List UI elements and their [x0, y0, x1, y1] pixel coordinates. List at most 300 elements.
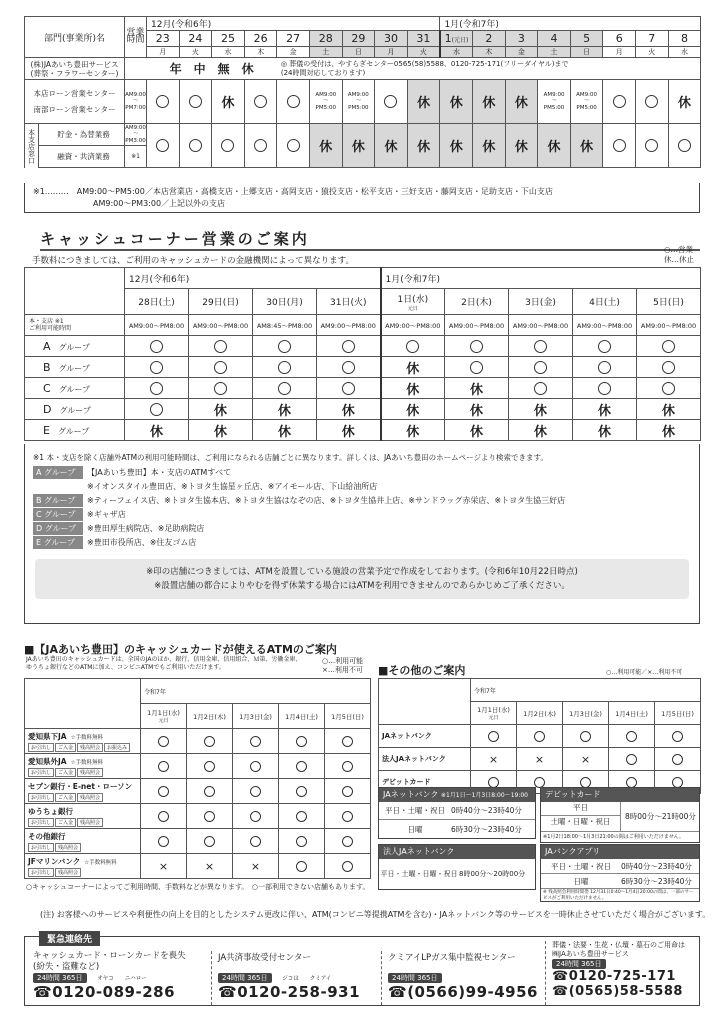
cash-corner-table [24, 267, 701, 441]
loan-center-main: 本店ローン営業センター [33, 88, 116, 98]
open-mark [662, 361, 675, 374]
cash-date: 31日(火) [317, 289, 381, 315]
schedule-day: 24 [179, 31, 212, 47]
cash-hours: AM9:00～PM8:00 [637, 315, 701, 336]
open-mark [250, 811, 261, 822]
lpgas-tel[interactable]: (0566)99-4956 [407, 983, 538, 1001]
open-mark [150, 361, 163, 374]
open-mark [287, 95, 300, 108]
open-mark [189, 95, 202, 108]
cash-cell [317, 357, 381, 378]
debit-r2a: 土曜・日曜・祝日 [550, 817, 611, 826]
open-mark [158, 811, 169, 822]
open-mark [342, 340, 355, 353]
schedule-weekday: 月 [603, 47, 636, 58]
other-service-name: 法人JAネットバンク [379, 748, 471, 771]
schedule-weekday: 水 [212, 47, 245, 58]
window-day-cell: 休 [538, 124, 571, 168]
cash-corner-title: キャッシュコーナー営業のご案内 [40, 228, 700, 251]
ja-atm-cell [141, 804, 187, 829]
cash-group-item: A グループ 【JAあいち豊田】本・支店のATMすべて [33, 465, 691, 479]
ja-bank-name: 愛知県外JA ☆手数料無料 お引出し ご入金 残高照会 [25, 754, 141, 779]
open-mark [204, 836, 215, 847]
ja-atm-cell: × [141, 854, 187, 879]
cash-group-row [25, 336, 701, 357]
contact-lpgas [381, 951, 541, 1005]
schedule-day: 25 [212, 31, 245, 47]
open-mark [204, 761, 215, 772]
window-day-cell: 休 [440, 124, 473, 168]
schedule-footnote [24, 183, 700, 213]
cash-cell: 休 [445, 420, 509, 441]
cash-cell: 休 [317, 420, 381, 441]
open-mark [150, 340, 163, 353]
system-notice: (注) お客様へのサービスや利便性の向上を目的としたシステム更改に伴い、ATM(コンビニ等提携ATMを含む)・JAネットバンク等のサービスを一時休止させていただく場合がございます。 [40, 910, 711, 919]
funeral-label: 葬儀・法要・生花・仏壇・墓石のご用命は ㈱JAあいち豊田サービス [552, 941, 685, 958]
open-mark [287, 139, 300, 152]
open-mark [250, 736, 261, 747]
open-mark [672, 731, 683, 742]
cash-cell [189, 357, 253, 378]
cash-cell [253, 378, 317, 399]
loan-center-south: 南部ローン営業センター [33, 104, 116, 114]
netbank-title: JAネットバンク [383, 790, 439, 799]
other-row [379, 725, 701, 748]
schedule-day: 27 [277, 31, 310, 47]
cash-hours: AM9:00～PM8:00 [125, 315, 189, 336]
open-mark [278, 382, 291, 395]
schedule-weekday: 木 [244, 47, 277, 58]
open-mark [534, 731, 545, 742]
emergency-contacts [24, 936, 700, 1006]
schedule-weekday: 金 [277, 47, 310, 58]
contact-insurance [211, 951, 375, 1005]
cash-date: 2日(木) [445, 289, 509, 315]
other-date: 1月2日(木) [517, 702, 563, 725]
card-loss-tel[interactable]: 0120-089-286 [52, 983, 176, 1001]
ja-atm-cell [233, 779, 279, 804]
other-title: ■その他のご案内 [378, 664, 466, 677]
other-cell [609, 748, 655, 771]
window-day-cell [636, 124, 669, 168]
schedule-weekday: 木 [473, 47, 506, 58]
open-mark [598, 340, 611, 353]
ja-atm-cell: × [187, 854, 233, 879]
open-mark [250, 836, 261, 847]
cash-cell [317, 378, 381, 399]
window-day-cell [277, 124, 310, 168]
branch-window-side-label: 本支店窓口 [25, 124, 39, 168]
schedule-day: 2 [473, 31, 506, 47]
ja-atm-cell [233, 829, 279, 854]
other-cell [655, 725, 701, 748]
cash-cell [189, 378, 253, 399]
window-day-cell [212, 124, 245, 168]
cash-cell: 休 [381, 357, 445, 378]
open-mark [342, 736, 353, 747]
open-mark [672, 754, 683, 765]
schedule-day: 8 [668, 31, 701, 47]
cash-hours: AM9:00～PM8:00 [509, 315, 573, 336]
card-loss-label: キャッシュカード・ローンカードを喪失 (紛失・盗難など) [33, 951, 186, 972]
loan-day-cell [603, 80, 636, 124]
cash-cell: 休 [381, 378, 445, 399]
freedial-icon: ☎ [218, 983, 238, 1001]
other-cell [563, 725, 609, 748]
funeral-service-label: (株)JAあいち豊田サービス (葬祭・フラワーセンター) [25, 58, 125, 80]
insurance-tel[interactable]: 0120-258-931 [237, 983, 361, 1001]
ja-atm-cell [187, 829, 233, 854]
cash-cell [509, 357, 573, 378]
open-mark [342, 761, 353, 772]
legend-closed: 休…休止 [664, 255, 694, 264]
cash-group-label: B グループ [25, 357, 125, 378]
legend-open: ○…営業 [664, 245, 694, 254]
schedule-day: 31 [407, 31, 440, 47]
loan-day-cell: 休 [473, 80, 506, 124]
other-era: 令和7年 [471, 679, 701, 702]
netbank-r1a: 平日・土曜・祝日 [385, 806, 445, 815]
open-mark [534, 340, 547, 353]
cash-month-jan: 1月(令和7年) [381, 268, 701, 289]
open-mark [156, 95, 169, 108]
ja-atm-cell [187, 779, 233, 804]
cash-hours: AM9:00～PM8:00 [445, 315, 509, 336]
cash-month-dec: 12月(令和6年) [125, 268, 381, 289]
netbank-note: ※1月1日～1月3日8:00～19:00 [440, 792, 528, 799]
window-day-cell: 休 [473, 124, 506, 168]
open-mark [214, 361, 227, 374]
schedule-day: 6 [603, 31, 636, 47]
open-mark [254, 139, 267, 152]
cash-cell: 休 [573, 399, 637, 420]
card-loss-badge: 24時間 365日 [33, 973, 87, 983]
debit-r1a: 平日 [541, 802, 620, 816]
open-mark [296, 761, 307, 772]
open-mark [626, 731, 637, 742]
open-mark [662, 340, 675, 353]
ja-atm-foot: ○キャッシュコーナーによってご利用時間、手数料などが異なります。 ○一部利用できない店舗もあります。 [26, 883, 370, 891]
ja-date: 1月1日(水) 元日 [141, 704, 187, 729]
ja-atm-cell [325, 729, 371, 754]
netbank-r1b: 0時40分～23時40分 [451, 806, 522, 815]
open-mark [342, 836, 353, 847]
cash-group-item: E グループ ※豊田市役所店、※住友ゴム店 [33, 535, 691, 549]
loan-day-cell: AM9:00 ～ PM5:00 [570, 80, 603, 124]
schedule-foot-2: AM9:00～PM3:00／上記以外の支店 [93, 199, 226, 208]
window-day-cell: 休 [505, 124, 538, 168]
card-loss-ruby: オヤコ ニハロー [97, 976, 147, 982]
schedule-day: 7 [636, 31, 669, 47]
other-cell [471, 725, 517, 748]
ja-legend-ok: ○…利用可能 [322, 657, 364, 665]
app-r1a: 平日・土曜・祝日 [551, 861, 611, 871]
dept-col-label: 部門(事業所)名 [25, 17, 125, 58]
open-mark [296, 811, 307, 822]
ja-atm-row [25, 854, 371, 879]
schedule-day: 30 [375, 31, 408, 47]
ja-atm-cell [187, 804, 233, 829]
open-mark [158, 736, 169, 747]
ja-atm-cell [141, 729, 187, 754]
cash-cell [317, 336, 381, 357]
other-cell [517, 725, 563, 748]
ja-atm-cell [187, 729, 233, 754]
funeral-tel2[interactable]: (0565)58-5588 [568, 984, 683, 999]
open-mark [598, 361, 611, 374]
cash-notice-2: ※設置店舗の都合によりやむを得ず休業する場合にはATMを利用できませんのであらかじめご了承ください。 [154, 581, 570, 591]
window-day-cell: 休 [375, 124, 408, 168]
loan-day-cell [179, 80, 212, 124]
cash-cell: 休 [509, 399, 573, 420]
other-cell: × [471, 748, 517, 771]
cash-group-row [25, 399, 701, 420]
funeral-note: ◎ 葬儀の受付は、やすらぎセンター0565(58)5588、0120-725-171(フリーダイヤル)まで (24時間対応しております) [277, 58, 701, 80]
funeral-tel1[interactable]: 0120-725-171 [568, 969, 676, 984]
schedule-weekday: 火 [636, 47, 669, 58]
schedule-day: 5 [570, 31, 603, 47]
loan-day-cell [636, 80, 669, 124]
ja-atm-cell [279, 829, 325, 854]
cash-cell [445, 357, 509, 378]
open-mark [156, 139, 169, 152]
loan-day-cell: AM9:00 ～ PM5:00 [342, 80, 375, 124]
schedule-weekday: 土 [538, 47, 571, 58]
schedule-weekday: 日 [342, 47, 375, 58]
netbank-r2a: 日曜 [407, 824, 423, 834]
cash-cell: 休 [573, 420, 637, 441]
ja-atm-cell [279, 754, 325, 779]
other-cell: × [563, 748, 609, 771]
cash-cell: 休 [445, 399, 509, 420]
cash-group-item: ※イオンスタイル豊田店、※トヨタ生協星ヶ丘店、※アイモール店、下山給油所店 [87, 481, 378, 491]
ja-atm-cell [279, 729, 325, 754]
cash-hours: AM9:00～PM8:00 [317, 315, 381, 336]
ja-atm-cell [233, 729, 279, 754]
debit-box [540, 787, 700, 843]
open-mark [342, 786, 353, 797]
cash-notice-1: ※印の店舗につきましては、ATMを設置している施設の営業予定で作成をしております。(令和6年10月22日時点) [146, 567, 578, 577]
cash-date: 28日(土) [125, 289, 189, 315]
cash-cell: 休 [253, 399, 317, 420]
ja-bank-name: セブン銀行・E-net・ローソン お引出し ご入金 残高照会 [25, 779, 141, 804]
other-service-name: デビットカード [379, 771, 471, 794]
schedule-day: 23 [147, 31, 180, 47]
open-mark [189, 139, 202, 152]
cash-date: 4日(土) [573, 289, 637, 315]
loan-hours: AM9:00 ～ PM7:00 [125, 80, 147, 124]
open-mark [221, 139, 234, 152]
ja-date: 1月4日(土) [279, 704, 325, 729]
cash-group-row [25, 420, 701, 441]
open-mark [296, 786, 307, 797]
window-day-cell [179, 124, 212, 168]
cash-hours-label: 本・支店 ※1 ご利用可能時間 [25, 315, 125, 336]
emergency-title: 緊急連絡先 [39, 931, 100, 946]
app-r1b: 0時40分～23時40分 [621, 861, 692, 871]
open-mark [158, 836, 169, 847]
schedule-day: 29 [342, 31, 375, 47]
funeral-badge: 24時間 365日 [552, 959, 606, 969]
other-date: 1月4日(土) [609, 702, 655, 725]
cash-cell: 休 [189, 420, 253, 441]
ja-atm-cell [325, 854, 371, 879]
open-mark [580, 731, 591, 742]
cash-group-item: B グループ ※ティーフェイス店、※トヨタ生協本店、※トヨタ生協はなぞの店、※トヨタ生協井上店、※サンドラッグ赤栄店、※トヨタ生協三好店 [33, 493, 691, 507]
cash-cell: 休 [317, 399, 381, 420]
open-mark [534, 777, 545, 788]
open-mark [672, 777, 683, 788]
ja-atm-cell [279, 804, 325, 829]
lpgas-badge: 24時間 365日 [388, 973, 442, 983]
open-mark [296, 736, 307, 747]
window-day-cell: 休 [342, 124, 375, 168]
cash-cell [125, 336, 189, 357]
cash-cell [573, 357, 637, 378]
corp-netbank-title: 法人JAネットバンク [379, 845, 535, 859]
corp-netbank-r1b: 8時00分～20時00分 [459, 870, 526, 878]
ja-era: 令和7年 [141, 679, 371, 704]
loan-day-cell: 休 [668, 80, 701, 124]
open-mark [384, 95, 397, 108]
open-mark [678, 139, 691, 152]
schedule-weekday: 月 [147, 47, 180, 58]
open-mark [342, 811, 353, 822]
app-r2b: 6時30分～23時40分 [621, 876, 692, 886]
cash-cell [445, 336, 509, 357]
cash-cell [509, 336, 573, 357]
cash-group-box [24, 444, 700, 624]
ja-atm-row [25, 779, 371, 804]
schedule-foot-1: ※1……… AM9:00～PM5:00／本店営業店・高橋支店・上郷支店・高岡支店・猿投支店・松平支店・三好支店・藤岡支店・足助支店・下山支店 [33, 187, 553, 196]
other-cell [609, 725, 655, 748]
open-mark [214, 340, 227, 353]
other-legend: ○…利用可能／×…利用不可 [606, 669, 683, 676]
other-cell: × [517, 748, 563, 771]
corp-netbank-r1a: 平日・土曜・日曜・祝日 [380, 870, 458, 878]
schedule-weekday: 水 [440, 47, 473, 58]
cash-group-row [25, 357, 701, 378]
cash-cell [637, 378, 701, 399]
open-mark [342, 861, 353, 872]
cash-cell: 休 [189, 399, 253, 420]
ja-atm-cell [279, 779, 325, 804]
open-mark [278, 361, 291, 374]
schedule-day: 1(元日) [440, 31, 473, 47]
other-date: 1月3日(金) [563, 702, 609, 725]
open-mark [158, 761, 169, 772]
loan-day-cell [277, 80, 310, 124]
cash-cell: 休 [509, 420, 573, 441]
loan-day-cell: 休 [440, 80, 473, 124]
other-row [379, 748, 701, 771]
cash-cell [125, 357, 189, 378]
open-mark [580, 777, 591, 788]
ja-atm-cell [325, 754, 371, 779]
schedule-weekday: 土 [309, 47, 342, 58]
ja-atm-cell [325, 804, 371, 829]
freedial-icon: ☎ [33, 983, 53, 1001]
open-mark [204, 786, 215, 797]
cash-group-label: A グループ [25, 336, 125, 357]
cash-footnote: ※1 本・支店を除く店舗外ATMの利用可能時間は、ご利用になられる店舗ごとに異なります。詳しくは、JAあいち豊田のホームページより検索できます。 [33, 453, 548, 462]
open-mark [342, 382, 355, 395]
ja-date: 1月3日(金) [233, 704, 279, 729]
schedule-weekday: 水 [668, 47, 701, 58]
open-mark [662, 382, 675, 395]
app-box [540, 844, 700, 902]
cash-date: 30日(月) [253, 289, 317, 315]
window-day-cell [603, 124, 636, 168]
open-mark [406, 340, 419, 353]
cash-cell [125, 399, 189, 420]
schedule-weekday: 月 [375, 47, 408, 58]
cash-cell: 休 [381, 399, 445, 420]
open-mark [488, 777, 499, 788]
ja-atm-cell [187, 754, 233, 779]
cash-group-row [25, 378, 701, 399]
cash-cell: 休 [445, 378, 509, 399]
month-dec: 12月(令和6年) [147, 17, 440, 31]
cash-notice-box [35, 559, 689, 599]
loan-day-cell [147, 80, 180, 124]
ja-atm-cell [279, 854, 325, 879]
cash-cell: 休 [637, 399, 701, 420]
debit-r1b: 8時00分～21時00分 [625, 812, 696, 821]
open-mark [150, 382, 163, 395]
ja-bank-name: その他銀行 お引出し 残高照会 [25, 829, 141, 854]
open-mark [158, 786, 169, 797]
cash-group-label: C グループ [25, 378, 125, 399]
cash-cell [573, 378, 637, 399]
window-day-cell [668, 124, 701, 168]
ja-atm-cell [233, 754, 279, 779]
open-mark [613, 95, 626, 108]
savings-label: 貯金・為替業務 [57, 130, 110, 139]
schedule-day: 26 [244, 31, 277, 47]
insurance-badge: 24時間 365日 [218, 973, 272, 983]
open-mark [488, 731, 499, 742]
ja-atm-desc: JAあいち豊田のキャッシュカードは、全国のJAのほか、銀行、信用金庫、信用組合、Ｍ第、労働金庫、ゆうちょ銀行などのATMに加え、コンビニATMでもご利用いただけます。 [26, 656, 302, 671]
hours-col-label: 営業 時間 [125, 17, 147, 58]
month-jan: 1月(令和7年) [440, 17, 701, 31]
open-mark [254, 95, 267, 108]
insurance-label: JA共済事故受付センター [218, 953, 311, 963]
insurance-ruby: ジコは クミアイ [282, 976, 332, 982]
phone-icon: ☎ [388, 983, 408, 1001]
open-mark [645, 139, 658, 152]
cash-cell [573, 336, 637, 357]
debit-note: ※1月2日18:00～1月3日21:00の間はご利用いただけません。 [543, 834, 685, 840]
ja-atm-table [24, 678, 371, 879]
open-mark [342, 361, 355, 374]
schedule-day: 4 [538, 31, 571, 47]
debit-title: デビットカード [541, 788, 699, 802]
ja-atm-row [25, 829, 371, 854]
loan-day-cell: 休 [212, 80, 245, 124]
ja-atm-cell: × [233, 854, 279, 879]
ja-atm-cell [325, 779, 371, 804]
ja-atm-cell [141, 754, 187, 779]
open-mark [250, 786, 261, 797]
cash-date: 3日(金) [509, 289, 573, 315]
cash-cell [637, 357, 701, 378]
corp-netbank-box [378, 844, 536, 890]
contact-card-loss [33, 951, 205, 1005]
cash-cell: 休 [253, 420, 317, 441]
loan-day-cell [375, 80, 408, 124]
loan-day-cell: AM9:00 ～ PM5:00 [309, 80, 342, 124]
